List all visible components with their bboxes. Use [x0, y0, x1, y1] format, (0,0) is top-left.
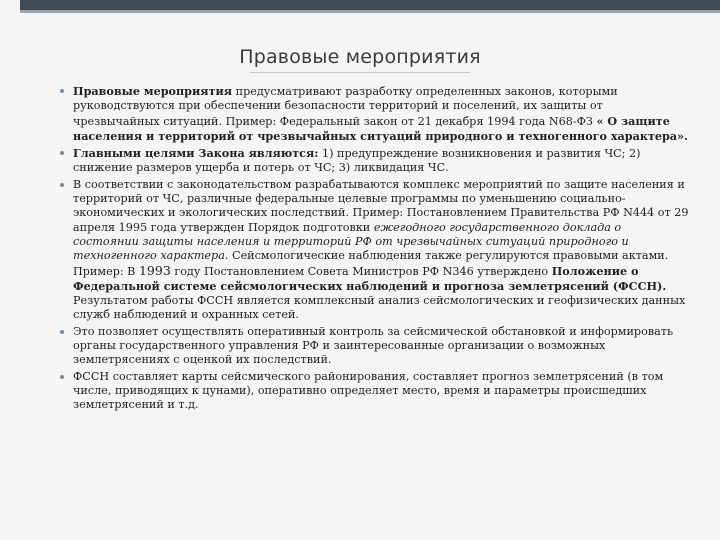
slide-header-accent [20, 10, 720, 13]
bullet-text-part: Положение о Федеральной системе сейсмологических наблюдений и прогноза землетрясений (ФССН). [73, 263, 667, 293]
title-divider [250, 72, 470, 73]
bullet-dot-icon [60, 330, 64, 334]
bullet-text-part: 1993 [138, 262, 171, 278]
bullet-text-part: Это позволяет осуществлять оперативный контроль за сейсмической обстановкой и информировать органы государственного управления РФ и заинтересованные организации о возможных землетрясениях с оценкой их последствий. [73, 324, 674, 367]
bullet-text-part: 1) предупреждение возникновения и развития ЧС; 2) снижение размеров ущерба и потерь от ЧС; 3) ликвидация ЧС. [73, 147, 641, 175]
bullet-text-part: В соответствии с законодательством разрабатываются комплекс мероприятий по защите населения и территорий от ЧС, различные федеральные целевые программы по уменьшению социально-экономических и экологических последствий. Пример: Постановлением Правительства РФ N444 от 29 апреля 1995 года утвержден Порядок подготовки [73, 177, 689, 234]
bullet-dot-icon [60, 89, 64, 93]
bullet-item [60, 325, 690, 368]
bullet-dot-icon [60, 183, 64, 187]
bullet-item [60, 178, 690, 323]
bullet-item [60, 84, 690, 144]
bullet-text-part: предусматривают разработку определенных законов, которыми руководствуются при обеспечении безопасности территорий и поселений, их защиты от чрезвычайных ситуаций. Пример: Федеральный закон от 21 декабря 1994 года N68-ФЗ [73, 85, 618, 128]
slide-header-bar [20, 0, 720, 10]
bullet-dot-icon [60, 151, 64, 155]
bullet-text-part: Правовые мероприятия [73, 84, 233, 98]
bullet-item [60, 370, 690, 413]
bullet-item [60, 146, 690, 176]
bullet-text-part: Результатом работы ФССН является комплексный анализ сейсмологических и геофизических данных служб наблюдений и охранных сетей. [73, 294, 686, 322]
bullet-text-part: году Постановлением Совета Министров РФ N346 утверждено [170, 264, 552, 278]
slide-body [60, 84, 690, 415]
slide-title: Правовые мероприятия [239, 46, 481, 68]
bullet-text-part: . Сейсмологические наблюдения также регулируются правовыми актами. Пример: В [73, 249, 669, 278]
bullet-dot-icon [60, 375, 64, 379]
bullet-text-part: Главными целями Закона являются: [73, 146, 319, 161]
bullet-text-part: ежегодного государственного доклада о состоянии защиты населения и территорий РФ от чрезвычайных ситуаций природного и техногенного характера [73, 220, 629, 263]
bullet-list [60, 84, 690, 413]
bullet-text-part: ФССН составляет карты сейсмического районирования, составляет прогноз землетрясений (в том числе, приводящих к цунами), оперативно определяет место, время и параметры происшедших землетрясений и т.д. [73, 369, 664, 412]
bullet-text-part: « О защите населения и территорий от чрезвычайных ситуаций природного и техногенного характера». [73, 113, 688, 143]
